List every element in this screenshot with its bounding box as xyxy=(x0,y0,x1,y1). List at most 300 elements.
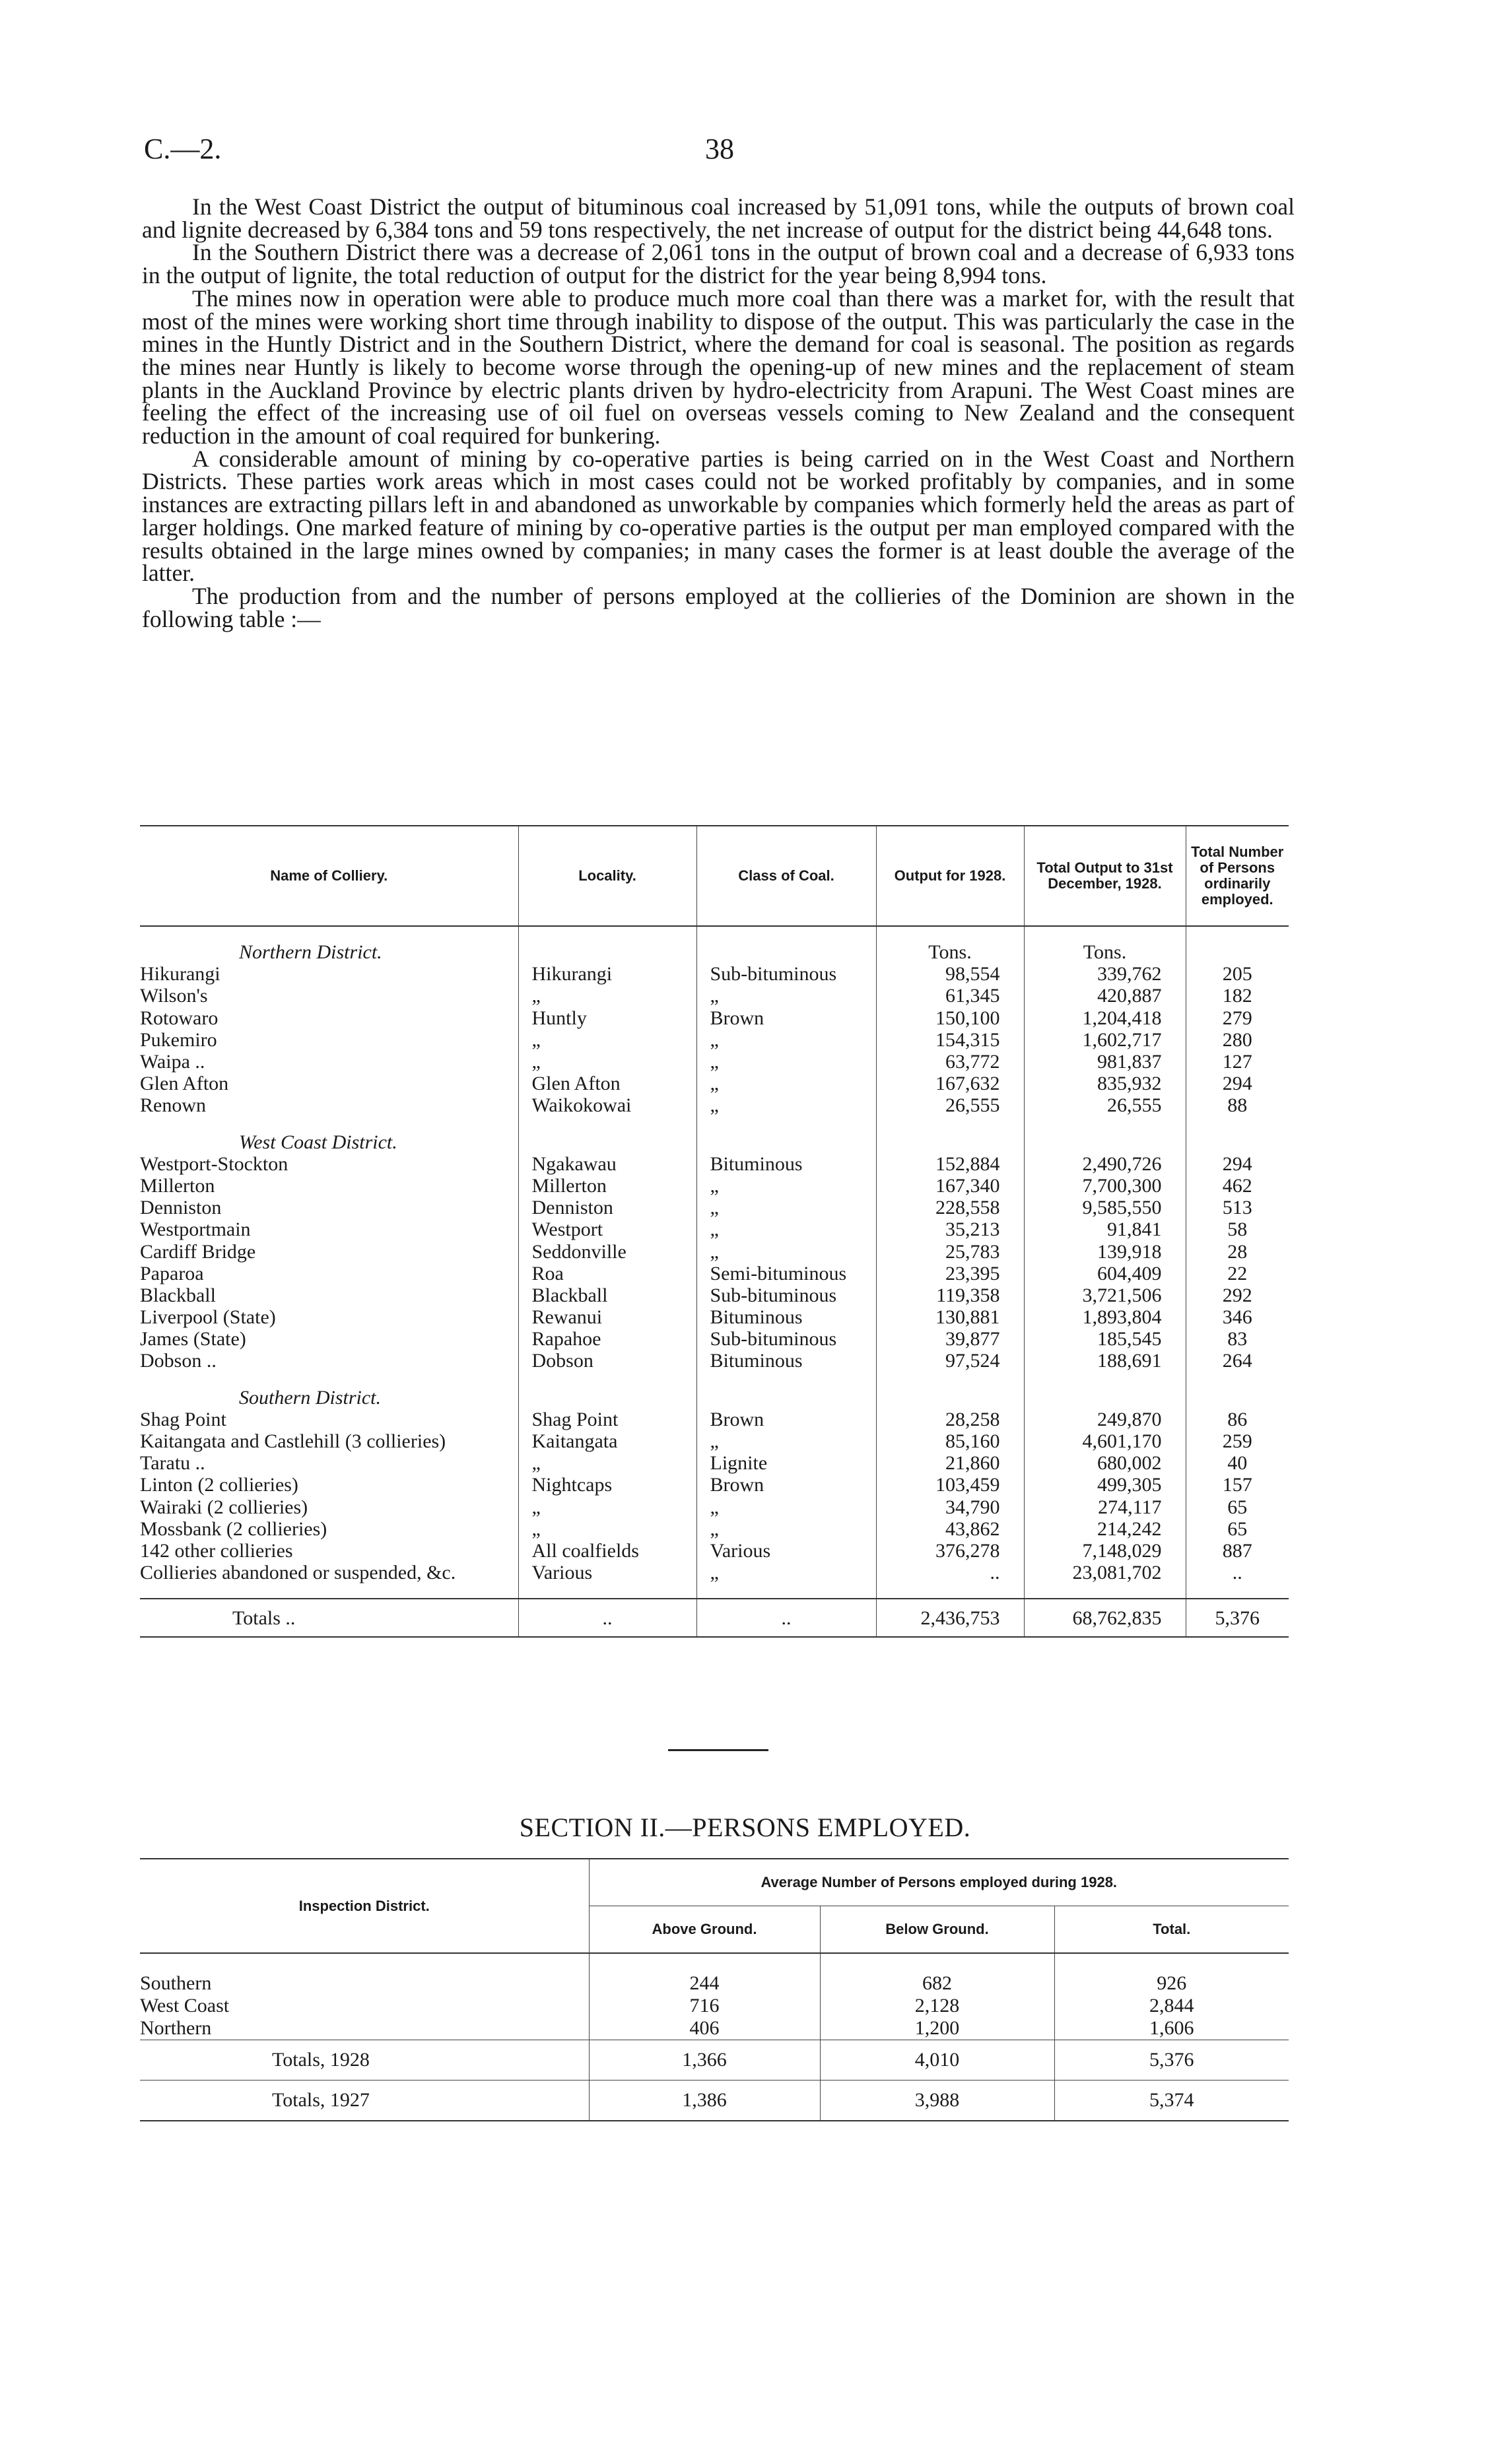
output-1928 xyxy=(876,1029,1024,1051)
spacer-cell xyxy=(1024,926,1186,941)
spacer-cell xyxy=(140,1372,518,1387)
coal-class-text: Bituminous xyxy=(710,1152,803,1175)
output-1928 xyxy=(876,1430,1024,1452)
output-1928-text: 28,258 xyxy=(945,1408,1000,1430)
table-row xyxy=(140,1263,1289,1284)
col-header-output: Output for 1928. xyxy=(876,826,1024,926)
total-output-text: 188,691 xyxy=(1097,1350,1162,1372)
output-1928-text: 25,783 xyxy=(945,1240,1000,1263)
output-1928-text: 21,860 xyxy=(945,1452,1000,1475)
coal-class xyxy=(696,1328,876,1350)
district-heading-row xyxy=(140,1387,1289,1409)
locality xyxy=(518,1496,696,1518)
colliery-name-text: Westport-Stockton xyxy=(140,1152,288,1175)
total-output-text: 3,721,506 xyxy=(1082,1284,1162,1306)
persons-employed xyxy=(1186,1197,1289,1218)
collieries-table xyxy=(140,825,1289,1638)
total-output-text: 185,545 xyxy=(1097,1328,1162,1350)
colliery-name xyxy=(140,1474,518,1496)
output-1928-text: 97,524 xyxy=(945,1350,1000,1372)
spacer-cell xyxy=(1024,1117,1186,1131)
colliery-name-text: Mossbank (2 collieries) xyxy=(140,1517,327,1540)
col-header-locality: Locality. xyxy=(518,826,696,926)
colliery-name-text: Denniston xyxy=(140,1197,222,1219)
locality-text: Waikokowai xyxy=(531,1094,632,1117)
colliery-name xyxy=(140,1562,518,1583)
spacer-cell xyxy=(876,1372,1024,1387)
paragraph: In the West Coast District the output of bituminous coal increased by 51,091 tons, while the outputs of brown coal and lignite decreased by 6,384 tons and 59 tons respectively, the net increase of output for the district being 44,648 tons. xyxy=(142,193,1295,243)
total-output-text: 1,893,804 xyxy=(1082,1306,1162,1329)
total-output xyxy=(1024,1474,1186,1496)
coal-class-text: „ xyxy=(710,1430,719,1453)
colliery-name xyxy=(140,1263,518,1284)
colliery-name xyxy=(140,1073,518,1094)
table-row xyxy=(140,1029,1289,1051)
coal-class xyxy=(696,1430,876,1452)
table-row xyxy=(140,1409,1289,1430)
colliery-name-text: Cardiff Bridge xyxy=(140,1240,256,1263)
total-output-text: 9,585,550 xyxy=(1082,1197,1162,1219)
colliery-name-text: Wairaki (2 collieries) xyxy=(140,1496,308,1518)
persons-employed xyxy=(1186,1430,1289,1452)
total-output xyxy=(1024,1496,1186,1518)
district-name: West Coast xyxy=(140,1995,230,2016)
output-1928 xyxy=(876,1350,1024,1372)
spacer-row xyxy=(140,1583,1289,1599)
total-output xyxy=(1024,1409,1186,1430)
persons-employed-text: 127 xyxy=(1222,1051,1252,1073)
coal-class-text: Bituminous xyxy=(710,1306,803,1329)
persons-employed xyxy=(1186,985,1289,1007)
district-heading: Southern District. xyxy=(239,1386,381,1409)
persons-employed-text: 40 xyxy=(1227,1452,1248,1475)
persons-employed xyxy=(1186,1474,1289,1496)
colliery-name xyxy=(140,1153,518,1175)
table-row xyxy=(140,1051,1289,1073)
persons-employed xyxy=(1186,1218,1289,1240)
locality xyxy=(518,1328,696,1350)
spacer-row xyxy=(140,1372,1289,1387)
total-output-text: 274,117 xyxy=(1098,1496,1162,1518)
locality-text: Glen Afton xyxy=(531,1073,621,1095)
coal-class xyxy=(696,1518,876,1540)
output-1928 xyxy=(876,1240,1024,1262)
locality-text: Seddonville xyxy=(531,1240,626,1263)
coal-class-text: „ xyxy=(710,1051,719,1073)
locality-text: Various xyxy=(531,1562,593,1584)
coal-class-text: „ xyxy=(710,1028,719,1051)
total-output-text: 420,887 xyxy=(1097,985,1162,1007)
locality xyxy=(518,1263,696,1284)
colliery-name-text: Waipa .. xyxy=(140,1051,205,1073)
body-text xyxy=(142,195,1295,630)
locality xyxy=(518,985,696,1007)
output-1928-text: 150,100 xyxy=(935,1007,1000,1029)
page-number: 38 xyxy=(705,133,734,165)
persons-employed xyxy=(1186,1073,1289,1094)
persons-employed xyxy=(1186,1518,1289,1540)
output-1928 xyxy=(876,1452,1024,1474)
coal-class xyxy=(696,1007,876,1029)
persons-employed xyxy=(1186,1263,1289,1284)
persons-employed xyxy=(1186,1284,1289,1306)
coal-class xyxy=(696,1051,876,1073)
spacer-cell xyxy=(140,926,518,941)
table-row xyxy=(140,1972,1289,1995)
spacer-cell xyxy=(518,1117,696,1131)
total-output-text: 139,918 xyxy=(1097,1240,1162,1263)
output-1928 xyxy=(876,1073,1024,1094)
total-output xyxy=(1024,1562,1186,1583)
totals-persons: 5,376 xyxy=(1186,1599,1289,1637)
locality xyxy=(518,1452,696,1474)
colliery-name xyxy=(140,1029,518,1051)
total-output-text: 499,305 xyxy=(1097,1474,1162,1496)
total-output-text: 91,841 xyxy=(1107,1218,1162,1241)
persons-table-body xyxy=(140,1953,1289,2121)
output-1928-text: 228,558 xyxy=(935,1197,1000,1219)
coal-class xyxy=(696,1496,876,1518)
colliery-name xyxy=(140,1218,518,1240)
persons-employed-text: 292 xyxy=(1222,1284,1252,1306)
colliery-name-text: Westportmain xyxy=(140,1218,251,1241)
colliery-name-text: James (State) xyxy=(140,1328,246,1350)
total-output xyxy=(1024,1175,1186,1197)
persons-employed xyxy=(1186,1409,1289,1430)
colliery-name xyxy=(140,1306,518,1328)
locality-text: Shag Point xyxy=(531,1408,619,1430)
table-row xyxy=(140,1452,1289,1474)
empty-cell xyxy=(696,1131,876,1153)
locality xyxy=(518,1350,696,1372)
output-1928 xyxy=(876,1496,1024,1518)
spacer-cell xyxy=(876,1117,1024,1131)
locality xyxy=(518,1094,696,1116)
total-output-text: 1,602,717 xyxy=(1082,1028,1162,1051)
total-output-text: 214,242 xyxy=(1097,1517,1162,1540)
coal-class-text: Various xyxy=(710,1539,771,1562)
total-output-text: 680,002 xyxy=(1097,1452,1162,1475)
colliery-name xyxy=(140,1094,518,1116)
table-row xyxy=(140,1518,1289,1540)
persons-employed xyxy=(1186,1094,1289,1116)
table-row xyxy=(140,1474,1289,1496)
coal-class-text: Brown xyxy=(710,1007,764,1029)
output-1928 xyxy=(876,1175,1024,1197)
table-row xyxy=(140,1562,1289,1583)
empty-cell xyxy=(1186,1131,1289,1153)
output-1928 xyxy=(876,1409,1024,1430)
output-1928-text: 39,877 xyxy=(945,1328,1000,1350)
persons-employed-table xyxy=(140,1858,1289,2121)
coal-class-text: „ xyxy=(710,985,719,1007)
locality-text: Blackball xyxy=(531,1284,608,1306)
colliery-name-text: Pukemiro xyxy=(140,1028,217,1051)
total: 1,606 xyxy=(1054,2017,1289,2040)
output-1928-text: 130,881 xyxy=(935,1306,1000,1329)
total-output xyxy=(1024,1007,1186,1029)
persons-employed xyxy=(1186,1496,1289,1518)
locality-text: Millerton xyxy=(531,1174,607,1197)
output-1928-text: 63,772 xyxy=(945,1051,1000,1073)
above-ground: 1,366 xyxy=(589,2040,820,2081)
col-header-name: Name of Colliery. xyxy=(140,826,518,926)
locality-text: Nightcaps xyxy=(531,1474,613,1496)
total-output xyxy=(1024,1218,1186,1240)
coal-class-text: Sub-bituminous xyxy=(710,963,837,985)
output-1928-text: 85,160 xyxy=(945,1430,1000,1453)
district-name: Southern xyxy=(140,1972,212,1994)
totals-label: Totals .. xyxy=(140,1599,518,1637)
total-output xyxy=(1024,1029,1186,1051)
colliery-name xyxy=(140,1540,518,1562)
above-ground: 1,386 xyxy=(589,2081,820,2121)
empty-cell xyxy=(876,1387,1024,1409)
output-1928 xyxy=(876,1197,1024,1218)
coal-class-text: Brown xyxy=(710,1408,764,1430)
locality xyxy=(518,1197,696,1218)
spacer-cell xyxy=(696,1583,876,1599)
coal-class xyxy=(696,985,876,1007)
district-heading-row xyxy=(140,1131,1289,1153)
output-1928 xyxy=(876,1218,1024,1240)
spacer-cell xyxy=(696,926,876,941)
table-row xyxy=(140,1007,1289,1029)
totals-total-output: 68,762,835 xyxy=(1024,1599,1186,1637)
total-output xyxy=(1024,1197,1186,1218)
output-1928 xyxy=(876,985,1024,1007)
coal-class xyxy=(696,1197,876,1218)
locality-text: Kaitangata xyxy=(531,1430,618,1453)
output-1928-text: 34,790 xyxy=(945,1496,1000,1518)
persons-employed xyxy=(1186,1153,1289,1175)
document-reference: C.—2. xyxy=(144,133,222,165)
locality xyxy=(518,1218,696,1240)
colliery-name-text: Paparoa xyxy=(140,1262,204,1284)
persons-employed-text: 22 xyxy=(1227,1262,1248,1284)
coal-class-text: „ xyxy=(710,1218,719,1241)
total-output-text: 7,148,029 xyxy=(1082,1539,1162,1562)
spacer-cell xyxy=(518,1372,696,1387)
totals-output: 2,436,753 xyxy=(876,1599,1024,1637)
locality xyxy=(518,1240,696,1262)
colliery-name-text: Blackball xyxy=(140,1284,216,1306)
persons-employed xyxy=(1186,1240,1289,1262)
coal-class xyxy=(696,1562,876,1583)
locality xyxy=(518,1007,696,1029)
colliery-name-text: Linton (2 collieries) xyxy=(140,1474,298,1496)
colliery-name xyxy=(140,1350,518,1372)
total: 5,374 xyxy=(1054,2081,1289,2121)
locality xyxy=(518,1073,696,1094)
colliery-name-text: Wilson's xyxy=(140,985,208,1007)
spacer-cell xyxy=(1186,926,1289,941)
colliery-name xyxy=(140,1051,518,1073)
empty-cell xyxy=(1186,1387,1289,1409)
colliery-name-text: Shag Point xyxy=(140,1408,226,1430)
total-output xyxy=(1024,1051,1186,1073)
empty-cell xyxy=(518,941,696,963)
locality xyxy=(518,1175,696,1197)
col-header-district: Inspection District. xyxy=(140,1859,589,1953)
coal-class xyxy=(696,1474,876,1496)
colliery-name-text: Taratu .. xyxy=(140,1452,205,1475)
persons-employed xyxy=(1186,1175,1289,1197)
locality-text: Rewanui xyxy=(531,1306,603,1329)
spacer-cell xyxy=(589,1953,820,1972)
table-row xyxy=(140,1496,1289,1518)
total-output xyxy=(1024,1073,1186,1094)
empty-cell xyxy=(696,1387,876,1409)
empty-cell xyxy=(1024,1131,1186,1153)
district-name: Northern xyxy=(140,2017,212,2039)
coal-class-text: Lignite xyxy=(710,1452,768,1475)
paragraph: The production from and the number of persons employed at the collieries of the Dominion are shown in the following table :— xyxy=(142,582,1295,632)
col-header-total: Total. xyxy=(1054,1906,1289,1954)
locality-text: „ xyxy=(531,1028,541,1051)
totals-locality: .. xyxy=(518,1599,696,1637)
above-ground: 406 xyxy=(589,2017,820,2040)
total-output-text: 23,081,702 xyxy=(1072,1562,1162,1584)
coal-class-text: „ xyxy=(710,1073,719,1095)
coal-class xyxy=(696,963,876,985)
coal-class-text: Brown xyxy=(710,1474,764,1496)
coal-class-text: „ xyxy=(710,1174,719,1197)
section-divider xyxy=(668,1749,768,1751)
total-output xyxy=(1024,1518,1186,1540)
spacer-row xyxy=(140,1117,1289,1131)
locality xyxy=(518,1474,696,1496)
colliery-name-text: Dobson .. xyxy=(140,1350,217,1372)
output-1928-text: 152,884 xyxy=(935,1152,1000,1175)
locality-text: „ xyxy=(531,985,541,1007)
total: 5,376 xyxy=(1054,2040,1289,2081)
table-row xyxy=(140,1328,1289,1350)
empty-cell xyxy=(696,941,876,963)
locality-text: Westport xyxy=(531,1218,603,1241)
locality-text: Dobson xyxy=(531,1350,593,1372)
unit-label: Tons. xyxy=(876,941,1024,963)
total-output xyxy=(1024,1328,1186,1350)
colliery-name xyxy=(140,1175,518,1197)
colliery-name-text: Millerton xyxy=(140,1174,215,1197)
col-header-below: Below Ground. xyxy=(820,1906,1054,1954)
output-1928 xyxy=(876,1328,1024,1350)
colliery-name xyxy=(140,1452,518,1474)
colliery-name-text: Liverpool (State) xyxy=(140,1306,276,1329)
coal-class xyxy=(696,1284,876,1306)
total-output xyxy=(1024,1350,1186,1372)
colliery-name-text: Hikurangi xyxy=(140,963,220,985)
colliery-name-text: Collieries abandoned or suspended, &c. xyxy=(140,1562,456,1584)
locality-text: Ngakawau xyxy=(531,1152,617,1175)
empty-cell xyxy=(876,1131,1024,1153)
table-row xyxy=(140,1240,1289,1262)
persons-employed xyxy=(1186,1306,1289,1328)
colliery-name xyxy=(140,1430,518,1452)
output-1928-text: 26,555 xyxy=(945,1094,1000,1117)
colliery-name xyxy=(140,1518,518,1540)
spacer-cell xyxy=(140,1953,589,1972)
output-1928-text: 376,278 xyxy=(935,1539,1000,1562)
totals-row xyxy=(140,2081,1289,2121)
below-ground: 1,200 xyxy=(820,2017,1054,2040)
persons-employed xyxy=(1186,1051,1289,1073)
output-1928 xyxy=(876,1263,1024,1284)
locality-text: Roa xyxy=(531,1262,564,1284)
table-row xyxy=(140,1094,1289,1116)
below-ground: 3,988 xyxy=(820,2081,1054,2121)
colliery-name xyxy=(140,1496,518,1518)
locality xyxy=(518,963,696,985)
total-output-text: 4,601,170 xyxy=(1082,1430,1162,1453)
spacer-cell xyxy=(1186,1583,1289,1599)
persons-employed-text: 65 xyxy=(1227,1496,1248,1518)
colliery-name-text: Rotowaro xyxy=(140,1007,219,1029)
col-header-group: Average Number of Persons employed during 1928. xyxy=(589,1859,1289,1906)
coal-class-text: Sub-bituminous xyxy=(710,1328,837,1350)
spacer-cell xyxy=(1186,1117,1289,1131)
total-output xyxy=(1024,1284,1186,1306)
table-row xyxy=(140,1153,1289,1175)
persons-employed xyxy=(1186,1328,1289,1350)
persons-employed xyxy=(1186,1350,1289,1372)
output-1928 xyxy=(876,1562,1024,1583)
empty-cell xyxy=(1186,941,1289,963)
locality xyxy=(518,1153,696,1175)
locality xyxy=(518,1051,696,1073)
locality-text: „ xyxy=(531,1452,541,1475)
total-output-text: 7,700,300 xyxy=(1082,1174,1162,1197)
unit-label: Tons. xyxy=(1024,941,1186,963)
total-output-text: 339,762 xyxy=(1097,963,1162,985)
locality-text: „ xyxy=(531,1051,541,1073)
persons-employed-text: 294 xyxy=(1222,1152,1252,1175)
locality-text: Rapahoe xyxy=(531,1328,601,1350)
output-1928-text: 98,554 xyxy=(945,963,1000,985)
output-1928 xyxy=(876,1284,1024,1306)
coal-class xyxy=(696,1029,876,1051)
coal-class-text: Bituminous xyxy=(710,1350,803,1372)
total-output xyxy=(1024,1240,1186,1262)
colliery-name-text: Renown xyxy=(140,1094,206,1117)
paragraph: The mines now in operation were able to produce much more coal than there was a market for, with the result that most of the mines were working short time through inability to dispose of the output. This was particularly the case in the mines in the Huntly District and in the Southern District, where the demand for coal is seasonal. The position as regards the mines near Huntly is likely to become worse through the opening-up of new mines and the replacement of steam plants in the Auckland Province by electric plants driven by hydro-electricity from Arapuni. The West Coast mines are feeling the effect of the increasing use of oil fuel on overseas vessels coming to New Zealand and the consequent reduction in the amount of coal required for bunkering. xyxy=(142,284,1295,450)
locality-text: All coalfields xyxy=(531,1539,639,1562)
coal-class xyxy=(696,1452,876,1474)
table-row xyxy=(140,1430,1289,1452)
output-1928-text: .. xyxy=(990,1562,1000,1584)
output-1928-text: 167,632 xyxy=(935,1073,1000,1095)
locality-text: Huntly xyxy=(531,1007,587,1029)
col-header-total-output: Total Output to 31st December, 1928. xyxy=(1024,826,1186,926)
table-row xyxy=(140,1306,1289,1328)
col-header-persons: Total Number of Persons ordinarily employed. xyxy=(1186,826,1289,926)
persons-employed-text: 157 xyxy=(1222,1474,1252,1496)
persons-employed xyxy=(1186,1452,1289,1474)
above-ground: 244 xyxy=(589,1972,820,1995)
table-row xyxy=(140,1073,1289,1094)
empty-cell xyxy=(518,1131,696,1153)
locality xyxy=(518,1409,696,1430)
coal-class-text: Semi-bituminous xyxy=(710,1262,847,1284)
spacer-cell xyxy=(876,1583,1024,1599)
collieries-table-body xyxy=(140,926,1289,1637)
locality xyxy=(518,1540,696,1562)
spacer-row xyxy=(140,1953,1289,1972)
coal-class xyxy=(696,1218,876,1240)
persons-employed-text: 279 xyxy=(1222,1007,1252,1029)
table-row xyxy=(140,1197,1289,1218)
